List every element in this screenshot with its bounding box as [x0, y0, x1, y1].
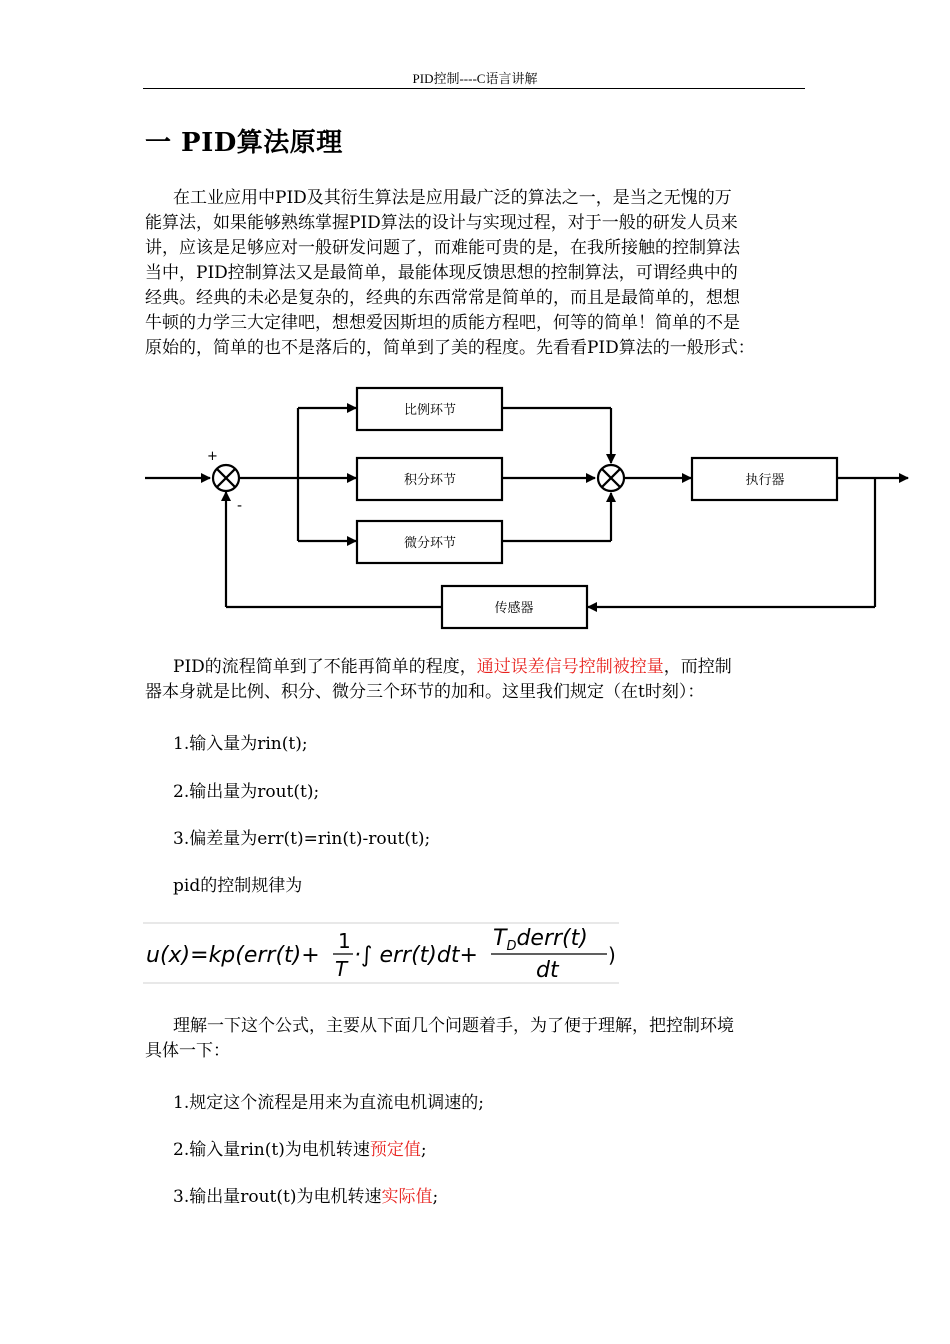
integral-label: 积分环节 [403, 473, 457, 488]
pid-block-diagram [0, 380, 950, 640]
understand-paragraph [145, 1014, 807, 1064]
header-rule [143, 88, 805, 89]
flow-line: 器本身就是比例、积分、微分三个环节的加和。这里我们规定（在t时刻）： [145, 682, 705, 702]
list-item-emphasis: 实际值 [381, 1187, 433, 1207]
intro-line: 牛顿的力学三大定律吧，想想爱因斯坦的质能方程吧，何等的简单！简单的不是 [145, 313, 740, 333]
formula-frac1-den: T [335, 957, 348, 981]
control-law-label: pid的控制规律为 [173, 876, 303, 896]
formula-frac2-num-rest: derr(t) [516, 926, 588, 951]
formula-frac2-num-sub: D [506, 939, 517, 954]
formula-frac1-num: 1 [338, 929, 351, 953]
list-item [173, 1135, 427, 1160]
proportional-label: 比例环节 [403, 403, 457, 418]
understand-line: 具体一下： [145, 1041, 230, 1061]
minus-sign: - [237, 498, 243, 514]
flow-emphasis: 通过误差信号控制被控量 [476, 657, 664, 677]
list-item-text: 2.输入量rin(t)为电机转速 [173, 1140, 370, 1160]
list-item-tail: ; [432, 1187, 439, 1207]
intro-line: 能算法，如果能够熟练掌握PID算法的设计与实现过程，对于一般的研发人员来 [145, 213, 738, 233]
understand-line: 理解一下这个公式，主要从下面几个问题着手，为了便于理解，把控制环境 [173, 1016, 734, 1036]
flow-text: PID的流程简单到了不能再简单的程度， [173, 657, 477, 677]
flow-paragraph [145, 655, 807, 705]
sensor-label: 传感器 [494, 601, 534, 616]
formula-middle: ·∫ err(t)dt+ [354, 943, 478, 968]
intro-line: 在工业应用中PID及其衍生算法是应用最广泛的算法之一，是当之无愧的万 [173, 188, 732, 208]
definition-item: 1.输入量为rin(t); [173, 734, 308, 754]
definition-item: 2.输出量为rout(t); [173, 782, 320, 802]
list-item-emphasis: 预定值 [369, 1140, 421, 1160]
formula-frac2-num-t: T [493, 926, 507, 951]
plus-sign: + [207, 449, 218, 464]
flow-line [145, 655, 807, 680]
list-item-tail: ; [420, 1140, 427, 1160]
list-item-text: 1.规定这个流程是用来为直流电机调速的; [173, 1093, 484, 1113]
list-item-text: 3.输出量rout(t)为电机转速 [173, 1187, 382, 1207]
intro-line: 讲，应该是足够应对一般研发问题了，而难能可贵的是，在我所接触的控制算法 [145, 238, 740, 258]
page-header: PID控制----C语言讲解 [412, 71, 538, 86]
formula-frac2-num [493, 926, 588, 954]
formula-frac2-den: dt [536, 958, 559, 983]
list-item [173, 1088, 484, 1113]
actuator-label: 执行器 [745, 473, 785, 488]
intro-line: 经典。经典的未必是复杂的，经典的东西常常是简单的，而且是最简单的，想想 [145, 288, 740, 308]
section-heading: 一 PID算法原理 [145, 128, 343, 158]
formula-close: ) [608, 943, 616, 967]
definition-item: 3.偏差量为err(t)=rin(t)-rout(t); [173, 829, 431, 849]
list-item [173, 1182, 438, 1207]
intro-line: 当中，PID控制算法又是最简单，最能体现反馈思想的控制算法，可谓经典中的 [145, 263, 738, 283]
derivative-label: 微分环节 [403, 536, 457, 551]
formula-lhs: u(x)=kp(err(t)+ [146, 943, 320, 968]
flow-text-tail: ，而控制 [663, 657, 732, 677]
intro-paragraph [145, 186, 807, 361]
pid-formula [143, 922, 619, 984]
intro-line: 原始的，简单的也不是落后的，简单到了美的程度。先看看PID算法的一般形式： [145, 338, 755, 358]
